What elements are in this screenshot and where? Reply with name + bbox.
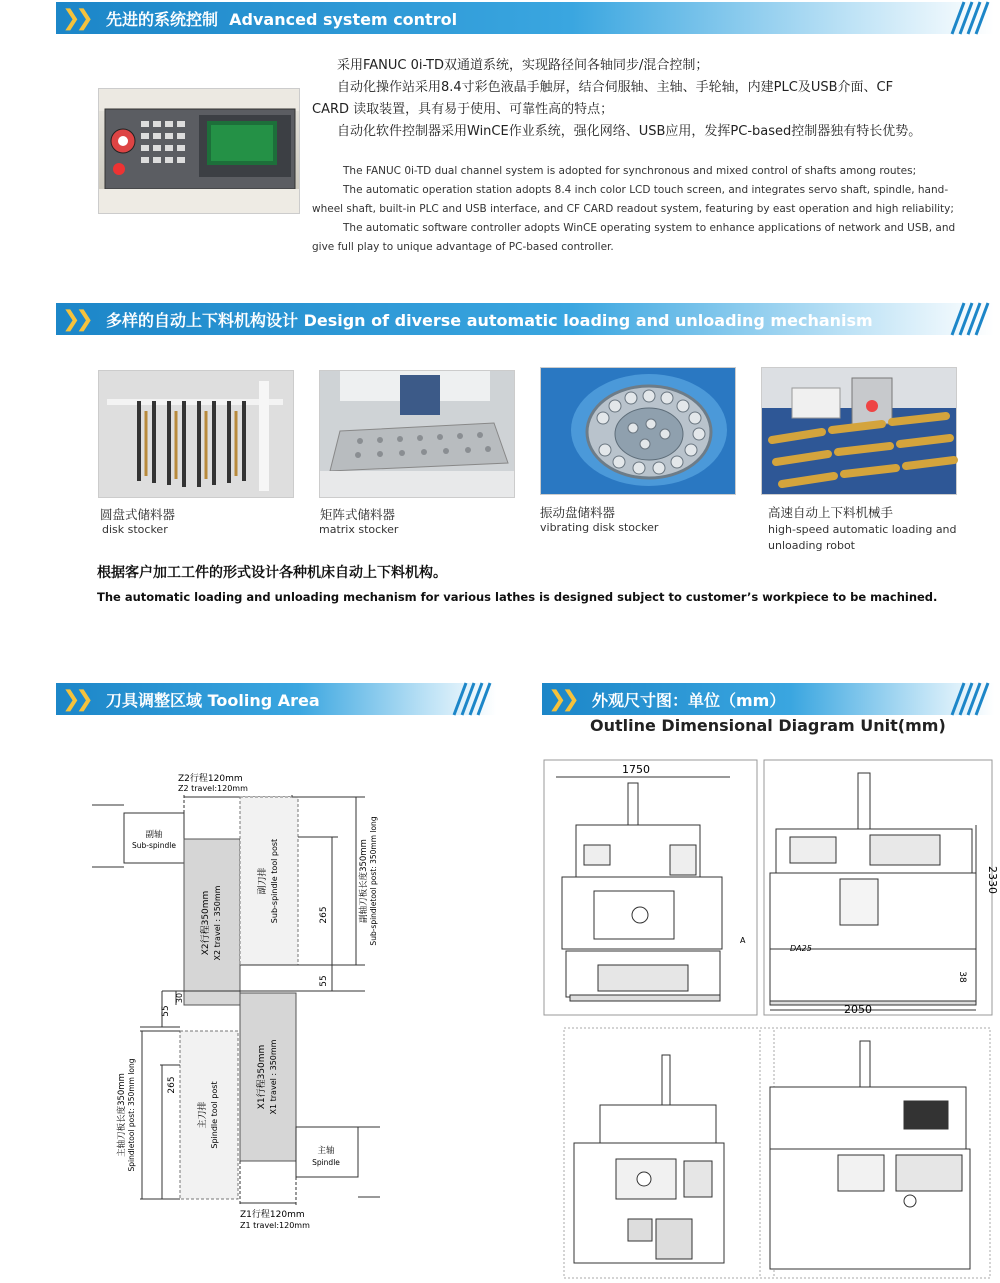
x2-travel-cn: X2行程350mm	[201, 890, 211, 956]
x1-travel-block	[240, 993, 296, 1161]
matrix-stocker-photo	[319, 370, 515, 498]
robot-label-en-line-2: unloading robot	[768, 539, 855, 552]
iso-side-machine-drawing	[770, 1041, 970, 1269]
banner-title: 刀具调整区域 Tooling Area	[106, 691, 320, 710]
outline-dimension-diagram	[544, 755, 999, 1280]
banner-title: 外观尺寸图：单位（mm）	[592, 691, 786, 710]
robot-label-en-line-1: high-speed automatic loading and	[768, 523, 957, 536]
system-description-cn	[312, 55, 972, 143]
en-line-5: give full play to unique advantage of PC-based controller.	[312, 241, 614, 253]
en-line-4: The automatic software controller adopts WinCE operating system to enhance applications of network and USB, and	[343, 222, 956, 234]
loading-summary-en: The automatic loading and unloading mechanism for various lathes is designed subject to customer’s workpiece to be machined.	[97, 590, 938, 604]
z2-travel-cn: Z2行程120mm	[178, 774, 243, 784]
sub-spindle-cn: 副轴	[145, 830, 163, 840]
sub-len-en: Sub-spindletool post: 350mm long	[369, 816, 378, 946]
sub-spindle-en: Sub-spindle	[132, 841, 176, 850]
loading-summary-cn: 根据客户加工工件的形式设计各种机床自动上下料机构。	[97, 565, 447, 581]
dim-30: 30	[175, 992, 184, 1004]
robot-label-en	[768, 522, 957, 554]
chevron-icon: ❯❯	[62, 687, 89, 712]
en-line-3: wheel shaft, built-in PLC and USB interface, and CF CARD readout system, featuring by east operation and high reliability;	[312, 203, 954, 215]
cn-line-3: CARD 读取装置，具有易于使用、可靠性高的特点；	[312, 102, 614, 117]
vibrating-disk-photo	[540, 367, 736, 495]
en-line-2: The automatic operation station adopts 8.4 inch color LCD touch screen, and integrates servo shaft, spindle, hand-	[343, 184, 949, 196]
dim-265-top: 265	[319, 906, 329, 924]
sub-tool-post-cn: 副刀排	[258, 867, 268, 895]
slash-decoration-icon	[942, 683, 988, 715]
cn-line-4: 自动化软件控制器采用WinCE作业系统，强化网络、USB应用，发挥PC-based控制器独有特长优势。	[337, 124, 922, 139]
spindle-tool-post	[180, 1031, 238, 1199]
height-value: 2330	[986, 866, 999, 894]
matrix-stocker-label-cn: 矩阵式储料器	[320, 507, 396, 522]
tooling-area-diagram	[80, 765, 500, 1235]
cn-line-2: 自动化操作站采用8.4寸彩色液晶手触屏，结合伺服轴、主轴、手轮轴，内建PLC及USB介面、CF	[337, 80, 894, 95]
disk-stocker-label-en: disk stocker	[102, 523, 168, 536]
iso-front-machine-drawing	[574, 1055, 724, 1263]
main-len-cn: 主轴刀板长度350mm	[117, 1073, 127, 1157]
disk-stocker-photo	[98, 370, 294, 498]
arrow-a-label: A	[740, 936, 746, 945]
disk-stocker-label-cn: 圆盘式储料器	[100, 507, 176, 522]
z2-travel-en: Z2 travel:120mm	[178, 784, 248, 793]
dim-55-top: 55	[319, 975, 329, 987]
sub-tool-post-en: Sub-spindle tool post	[270, 838, 279, 924]
vibrating-disk-label-cn: 振动盘储料器	[540, 505, 616, 520]
slash-decoration-icon	[444, 683, 490, 715]
front-machine-drawing	[562, 783, 722, 1001]
machine-brand-label: DA25	[790, 944, 812, 953]
section-banner-system-control	[56, 2, 994, 34]
chevron-icon: ❯❯	[62, 307, 89, 332]
section-banner-tooling	[56, 683, 496, 715]
side-machine-drawing	[770, 773, 976, 1005]
control-panel-photo	[98, 88, 300, 214]
section-banner-loading	[56, 303, 994, 335]
dim-55-mid: 55	[161, 1005, 171, 1017]
system-description-en	[312, 162, 972, 257]
x2-travel-en: X2 travel : 350mm	[213, 885, 222, 961]
x2-travel-block	[184, 839, 240, 1005]
x1-travel-cn: X1行程350mm	[257, 1044, 267, 1110]
chevron-icon: ❯❯	[548, 687, 575, 712]
vibrating-disk-label-en: vibrating disk stocker	[540, 521, 659, 534]
width-front: 1750	[622, 763, 650, 776]
dim-265-bottom: 265	[167, 1076, 177, 1094]
z1-travel-en: Z1 travel:120mm	[240, 1221, 310, 1230]
main-tool-post-cn: 主刀排	[198, 1101, 208, 1129]
matrix-stocker-label-en: matrix stocker	[319, 523, 399, 536]
robot-label-cn: 高速自动上下料机械手	[768, 505, 894, 520]
slash-decoration-icon	[942, 2, 988, 34]
width-side: 2050	[844, 1003, 872, 1016]
sub-len-cn: 副轴刀板长度350mm	[359, 839, 369, 923]
base-height-value: 38	[957, 971, 967, 983]
main-tool-post-en: Spindle tool post	[210, 1081, 219, 1149]
spindle-cn: 主轴	[317, 1146, 335, 1156]
x1-travel-en: X1 travel : 350mm	[269, 1039, 278, 1115]
z1-travel-cn: Z1行程120mm	[240, 1210, 305, 1220]
sub-spindle-tool-post	[240, 797, 298, 965]
en-line-1: The FANUC 0i-TD dual channel system is adopted for synchronous and mixed control of shafts among routes;	[343, 165, 917, 177]
spindle-en: Spindle	[312, 1158, 340, 1167]
slash-decoration-icon	[942, 303, 988, 335]
chevron-icon: ❯❯	[62, 6, 89, 31]
main-len-en: Spindletool post: 350mm long	[127, 1058, 136, 1172]
section-banner-dimensions	[542, 683, 994, 715]
loading-robot-photo	[761, 367, 957, 495]
banner-title: 多样的自动上下料机构设计 Design of diverse automatic loading and unloading mechanism	[106, 311, 873, 330]
outline-diagram-subtitle: Outline Dimensional Diagram Unit(mm)	[590, 716, 946, 735]
banner-title: 先进的系统控制 Advanced system control	[106, 10, 458, 29]
cn-line-1: 采用FANUC 0i-TD双通道系统，实现路径间各轴同步/混合控制；	[337, 58, 709, 73]
